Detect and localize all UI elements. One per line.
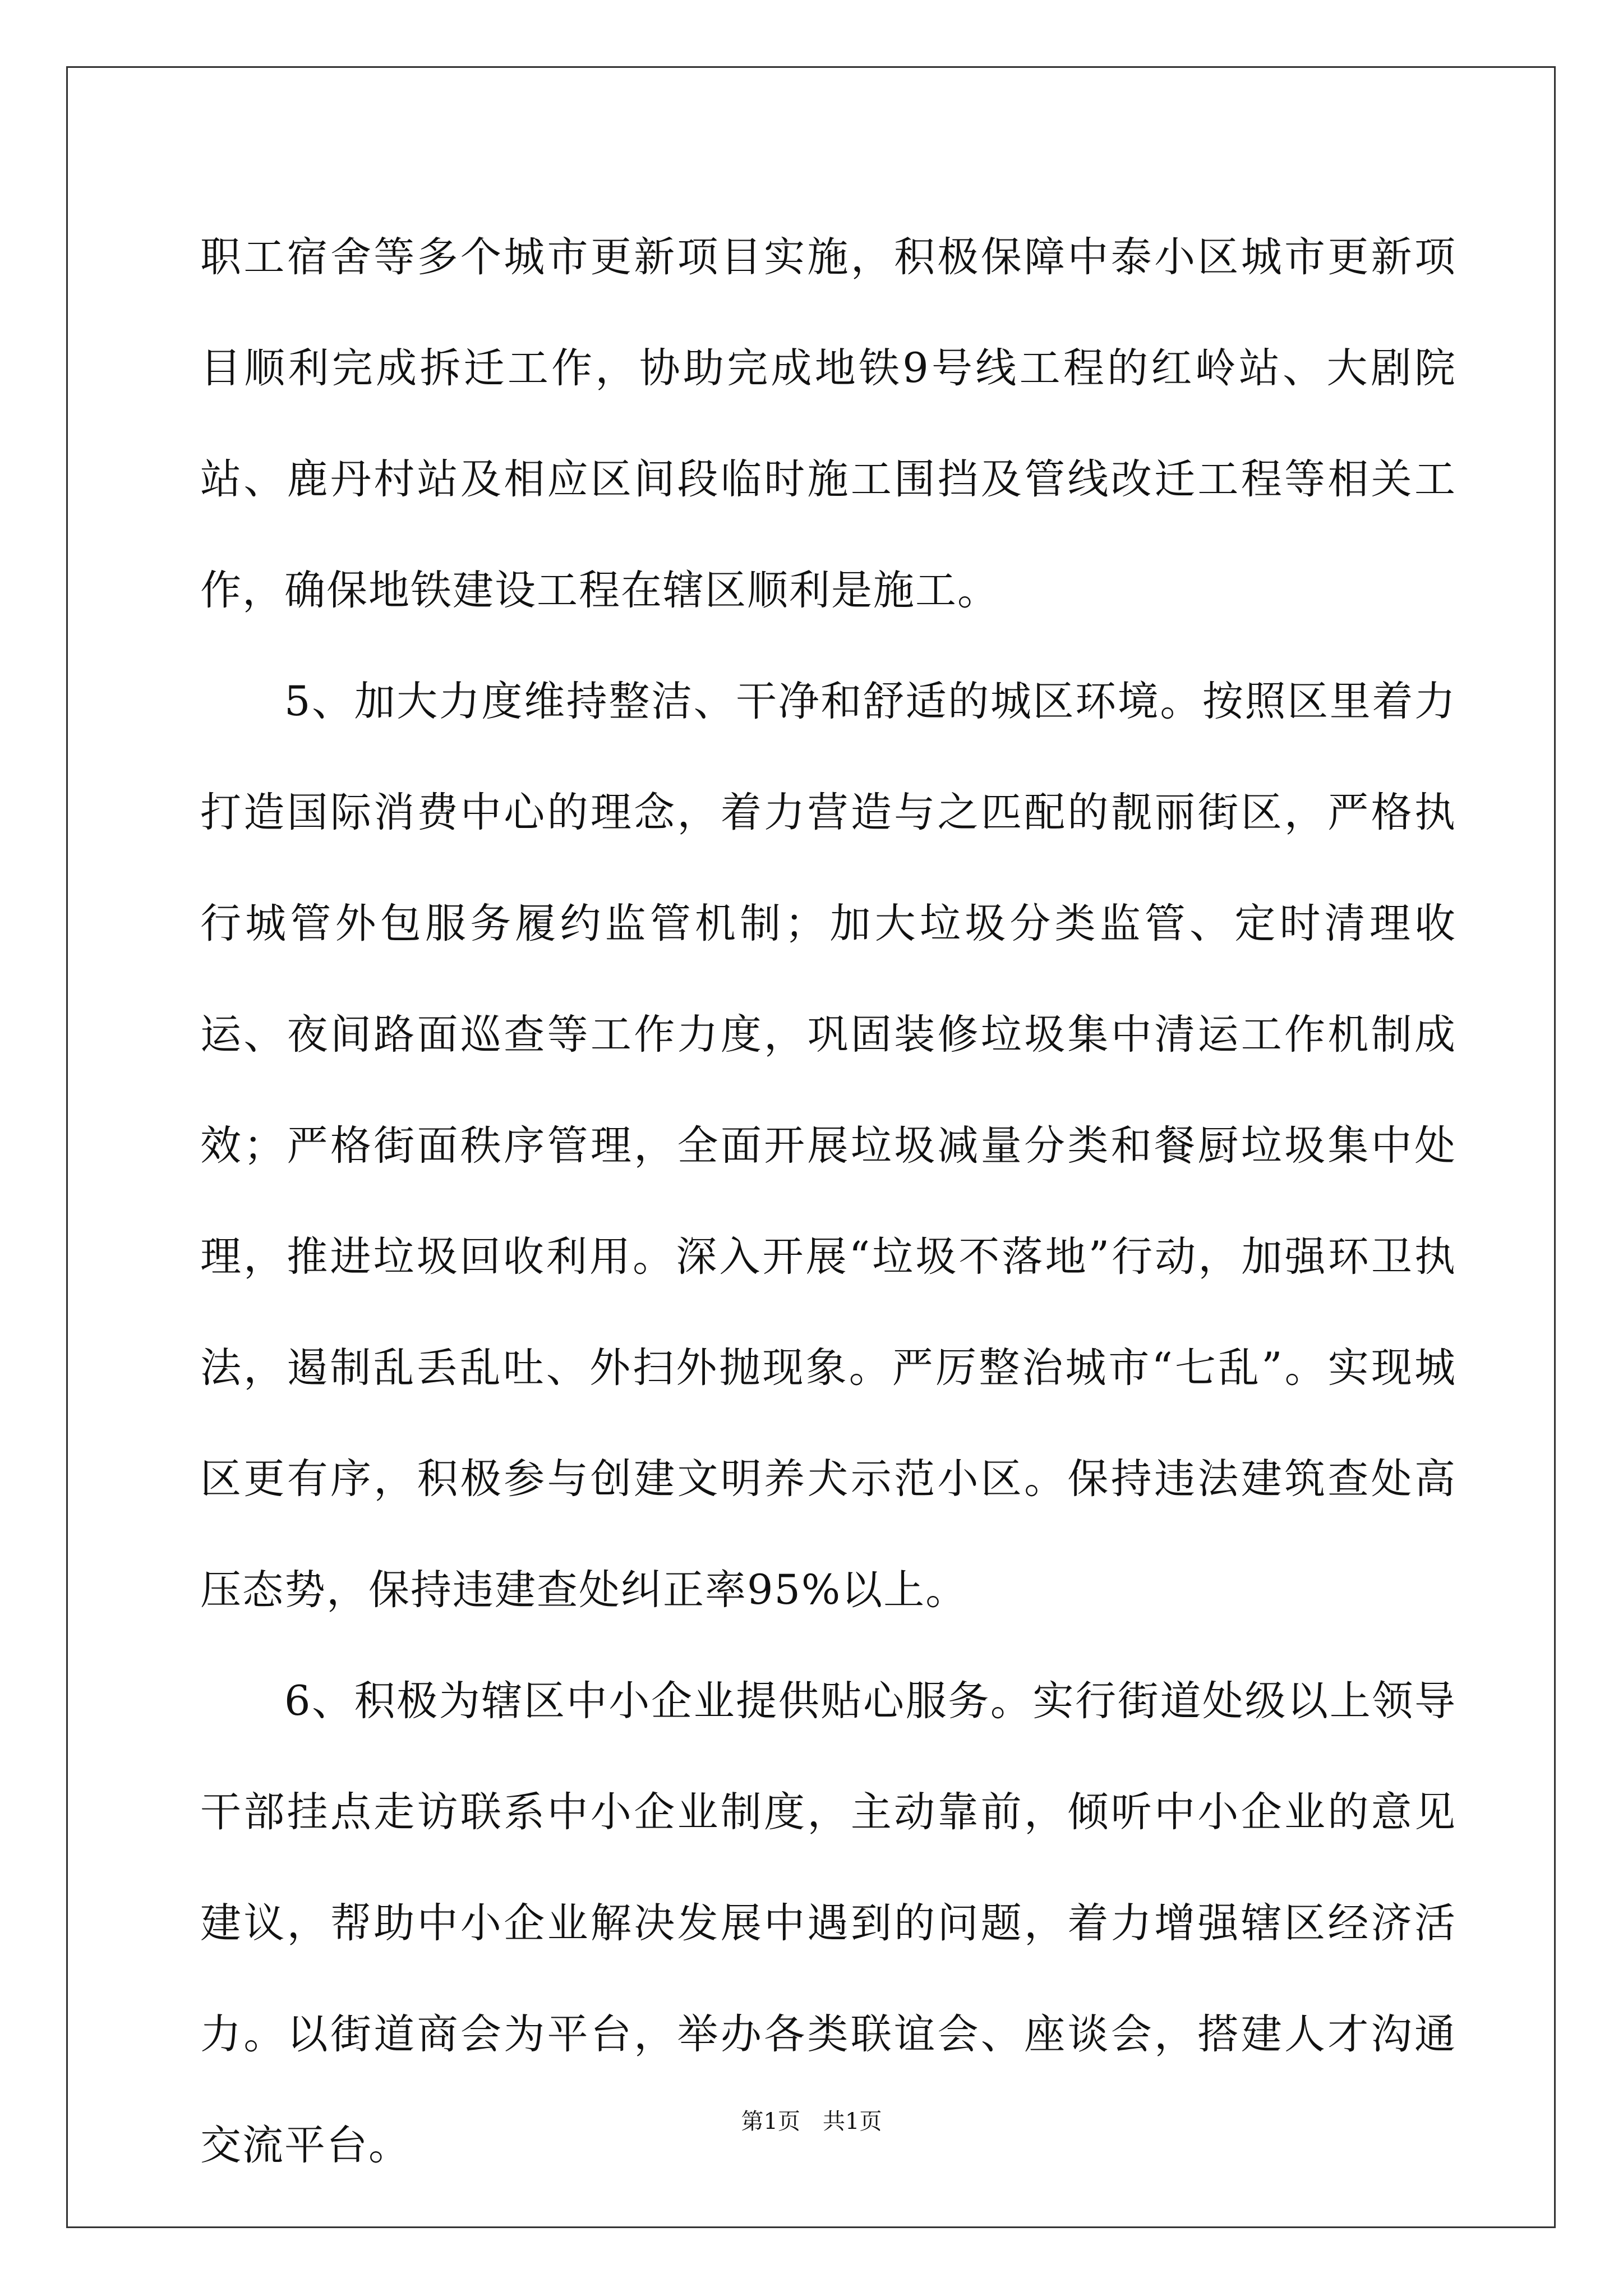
document-body (200, 202, 1456, 2201)
paragraph-continuation: 职工宿舍等多个城市更新项目实施，积极保障中泰小区城市更新项目顺利完成拆迁工作，协助完成地铁9号线工程的红岭站、大剧院站、鹿丹村站及相应区间段临时施工围挡及管线改迁工程等相关工作，确保地铁建设工程在辖区顺利是施工。 (200, 233, 1456, 614)
page-footer (0, 2104, 1623, 2136)
page-number: 第1页 共1页 (741, 2109, 882, 2134)
paragraph-item-5: 5、加大力度维持整洁、干净和舒适的城区环境。按照区里着力打造国际消费中心的理念，着力营造与之匹配的靓丽街区，严格执行城管外包服务履约监管机制；加大垃圾分类监管、定时清理收运、夜间路面巡查等工作力度，巩固装修垃圾集中清运工作机制成效；严格街面秩序管理，全面开展垃圾减量分类和餐厨垃圾集中处理，推进垃圾回收利用。深入开展“垃圾不落地”行动，加强环卫执法，遏制乱丢乱吐、外扫外抛现象。严厉整治城市“七乱”。实现城区更有序，积极参与创建文明养犬示范小区。保持违法建筑查处高压态势，保持违建查处纠正率95%以上。 (200, 678, 1456, 1614)
paragraph-item-6: 6、积极为辖区中小企业提供贴心服务。实行街道处级以上领导干部挂点走访联系中小企业制度，主动靠前，倾听中小企业的意见建议，帮助中小企业解决发展中遇到的问题，着力增强辖区经济活力。以街道商会为平台，举办各类联谊会、座谈会，搭建人才沟通交流平台。 (200, 1677, 1456, 2169)
